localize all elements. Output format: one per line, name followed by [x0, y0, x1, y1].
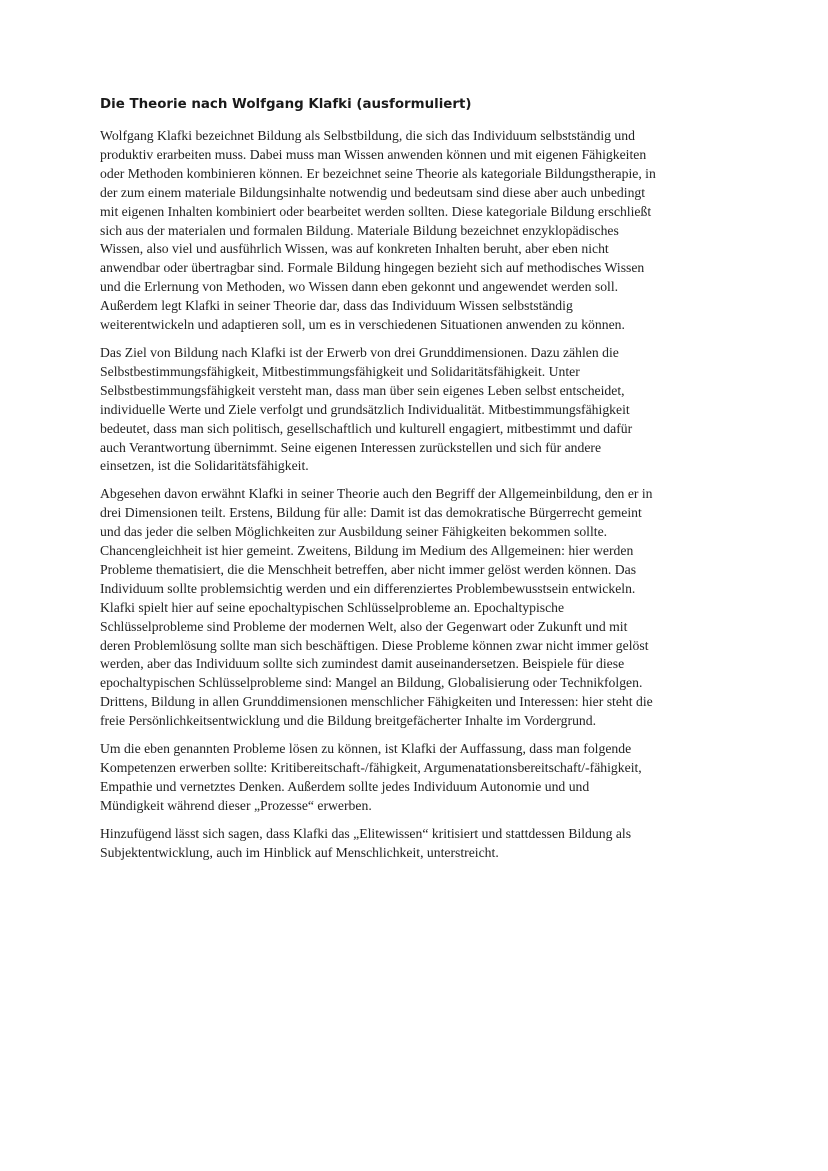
- paragraph-5: [100, 825, 730, 863]
- text-line: oder Methoden kombinieren können. Er bezeichnet seine Theorie als kategoriale Bildungstherapie, in: [100, 165, 656, 181]
- text-line: Das Ziel von Bildung nach Klafki ist der Erwerb von drei Grunddimensionen. Dazu zählen die: [100, 344, 619, 360]
- text-line: Wolfgang Klafki bezeichnet Bildung als Selbstbildung, die sich das Individuum selbstständig und: [100, 128, 635, 143]
- text-line: Mündigkeit während dieser „Prozesse“ erwerben.: [100, 797, 372, 813]
- text-line: produktiv erarbeiten muss. Dabei muss man Wissen anwenden können und mit eigenen Fähigkeiten: [100, 146, 647, 162]
- text-line: individuelle Werte und Ziele verfolgt und grundsätzlich Individualität. Mitbestimmungsfähigkeit: [100, 401, 630, 417]
- text-line: Kompetenzen erwerben sollte: Kritibereitschaft-/fähigkeit, Argumenatationsbereitschaft/-fähigkeit,: [100, 760, 642, 775]
- text-line: Selbstbestimmungsfähigkeit versteht man, dass man über sein eigenes Leben selbst entscheidet,: [100, 382, 625, 398]
- document-page: [100, 96, 730, 872]
- text-line: einsetzen, ist die Solidaritätsfähigkeit.: [100, 458, 309, 474]
- text-line: und die Erlernung von Methoden, wo Wissen dann eben gekonnt und angewendet werden soll.: [100, 279, 619, 295]
- text-line: anwendbar oder übertragbar sind. Formale Bildung hingegen bezieht sich auf methodisches Wissen: [100, 260, 645, 276]
- text-line: Probleme thematisiert, die die Menschheit betreffen, aber nicht immer gelöst werden können. Das: [100, 561, 637, 577]
- text-line: Drittens, Bildung in allen Grunddimensionen menschlicher Fähigkeiten und Interessen: hier steht die: [100, 694, 653, 710]
- text-line: drei Dimensionen teilt. Erstens, Bildung für alle: Damit ist das demokratische Bürgerrecht gemeint: [100, 505, 642, 521]
- text-line: epochaltypischen Schlüsselprobleme sind: Mangel an Bildung, Globalisierung oder Technikfolgen.: [100, 675, 643, 691]
- text-line: auch Verantwortung übernimmt. Seine eigenen Interessen zurückstellen und sich für andere: [100, 439, 602, 455]
- document-title: Die Theorie nach Wolfgang Klafki (ausformuliert): [100, 97, 472, 112]
- text-line: Um die eben genannten Probleme lösen zu können, ist Klafki der Auffassung, dass man folgende: [100, 741, 632, 757]
- text-line: Selbstbestimmungsfähigkeit, Mitbestimmungsfähigkeit und Solidaritätsfähigkeit. Unter: [100, 363, 580, 379]
- text-line: freie Persönlichkeitsentwicklung und die Bildung breitgefächerter Inhalte im Vordergrund.: [100, 713, 597, 729]
- text-line: Schlüsselprobleme sind Probleme der modernen Welt, also der Gegenwart oder Zukunft und mit: [100, 618, 628, 634]
- text-line: sich aus der materialen und formalen Bildung. Materiale Bildung bezeichnet enzyklopädisches: [100, 222, 619, 238]
- text-line: Chancengleichheit ist hier gemeint. Zweitens, Bildung im Medium des Allgemeinen: hier werden: [100, 543, 634, 559]
- paragraph-2: [100, 344, 730, 476]
- text-line: Subjektentwicklung, auch im Hinblick auf Menschlichkeit, unterstreicht.: [100, 844, 499, 860]
- text-line: Empathie und vernetztes Denken. Außerdem sollte jedes Individuum Autonomie und und: [100, 778, 590, 794]
- text-line: Wissen, also viel und ausführlich Wissen, was auf konkreten Inhalten beruht, aber eben nicht: [100, 241, 609, 257]
- paragraph-3: [100, 485, 730, 731]
- text-line: werden, aber das Individuum sollte sich zumindest damit auseinandersetzen. Beispiele für diese: [100, 656, 625, 672]
- text-line: der zum einem materiale Bildungsinhalte notwendig und bedeutsam sind diese aber auch unbedingt: [100, 184, 646, 200]
- text-line: Klafki spielt hier auf seine epochaltypischen Schlüsselprobleme an. Epochaltypische: [100, 599, 565, 615]
- text-line: deren Problemlösung sollte man sich beschäftigen. Diese Probleme können zwar nicht immer gelöst: [100, 637, 649, 653]
- document-body: [100, 127, 730, 863]
- text-line: bedeutet, dass man sich politisch, gesellschaftlich und kulturell engagiert, mitbestimmt und dafür: [100, 420, 633, 436]
- text-line: Außerdem legt Klafki in seiner Theorie dar, dass das Individuum Wissen selbstständig: [100, 298, 573, 314]
- paragraph-4: [100, 740, 730, 816]
- text-line: Individuum sollte problemsichtig werden und ein differenziertes Problembewusstsein entwickeln.: [100, 580, 636, 596]
- text-line: Abgesehen davon erwähnt Klafki in seiner Theorie auch den Begriff der Allgemeinbildung, den er in: [100, 486, 653, 502]
- text-line: und das jeder die selben Möglichkeiten zur Ausbildung seiner Fähigkeiten bekommen sollte.: [100, 524, 608, 540]
- text-line: weiterentwickeln und adaptieren soll, um es in verschiedenen Situationen anwenden zu können.: [100, 317, 625, 333]
- text-line: mit eigenen Inhalten kombiniert oder bearbeitet werden sollten. Diese kategoriale Bildung erschließt: [100, 203, 652, 219]
- paragraph-1: [100, 127, 730, 335]
- text-line: Hinzufügend lässt sich sagen, dass Klafki das „Elitewissen“ kritisiert und stattdessen Bildung als: [100, 825, 632, 841]
